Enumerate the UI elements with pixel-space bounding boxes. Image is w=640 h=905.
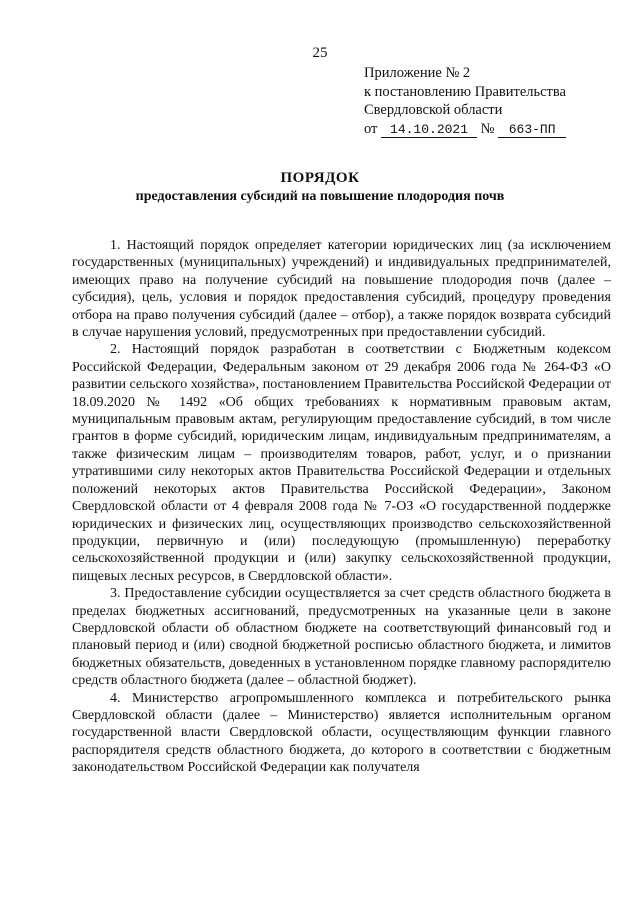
document-body bbox=[72, 237, 611, 777]
appendix-line-1: Приложение № 2 bbox=[364, 65, 471, 81]
appendix-block bbox=[364, 64, 614, 138]
paragraph-3: 3. Предоставление субсидии осуществляется за счет средств областного бюджета в пределах бюджетных ассигнований, предусмотренных на указанные цели в законе Свердловской области об областном бюджете на соответствующий финансовый год и плановый период и (или) сводной бюджетной росписью областного бюджета, и лимитов бюджетных обязательств, доведенных в установленном порядке главному распорядителю средств областного бюджета (далее – областной бюджет). bbox=[72, 586, 611, 689]
page-number: 25 bbox=[312, 45, 328, 61]
appendix-line-3: Свердловской области bbox=[364, 102, 503, 118]
paragraph-1: 1. Настоящий порядок определяет категории юридических лиц (за исключением государственных (муниципальных) учреждений) и индивидуальных предпринимателей, имеющих право на получение субсидий на повышение плодородия почв (далее – субсидия), цель, условия и порядок предоставления субсидий, процедуру проведения отбора на право получения субсидий (далее – отбор), а также порядок возврата субсидий в случае нарушения условий, предусмотренных при предоставлении субсидий. bbox=[72, 238, 611, 341]
date-prefix: от bbox=[364, 120, 378, 137]
document-title: ПОРЯДОК bbox=[280, 170, 360, 186]
number-prefix: № bbox=[480, 120, 495, 137]
number-value: 663-ПП bbox=[498, 122, 566, 138]
paragraph-4: 4. Министерство агропромышленного комплекса и потребительского рынка Свердловской области (далее – Министерство) является исполнительным органом государственной власти Свердловской области, осуществляющим функции главного распорядителя средств областного бюджета, до которого в соответствии с бюджетным законодательством Российской Федерации как получателя bbox=[72, 690, 611, 776]
document-subtitle: предоставления субсидий на повышение плодородия почв bbox=[135, 189, 505, 204]
paragraph-2: 2. Настоящий порядок разработан в соответствии с Бюджетным кодексом Российской Федерации, Федеральным законом от 29 декабря 2006 года № 264-ФЗ «О развитии сельского хозяйства», постановлением Правительства Российской Федерации от 18.09.2020 № 1492 «Об общих требованиях к нормативным правовым актам, муниципальным правовым актам, регулирующим предоставление субсидий, в том числе грантов в форме субсидий, юридическим лицам, индивидуальным предпринимателям, а также физическим лицам – производителям товаров, работ, услуг, и о признании утратившими силу некоторых актов Правительства Российской Федерации и отдельных положений некоторых актов Правительства Российской Федерации», Законом Свердловской области от 4 февраля 2008 года № 7-ОЗ «О государственной поддержке юридических и физических лиц, осуществляющих производство сельскохозяйственной продукции, первичную и (или) последующую (промышленную) переработку сельскохозяйственной продукции и (или) закупку сельскохозяйственной продукции, пищевых лесных ресурсов, в Свердловской области». bbox=[72, 342, 611, 584]
appendix-line-2: к постановлению Правительства bbox=[364, 83, 566, 100]
appendix-date-line bbox=[364, 120, 614, 139]
date-value: 14.10.2021 bbox=[381, 122, 477, 138]
